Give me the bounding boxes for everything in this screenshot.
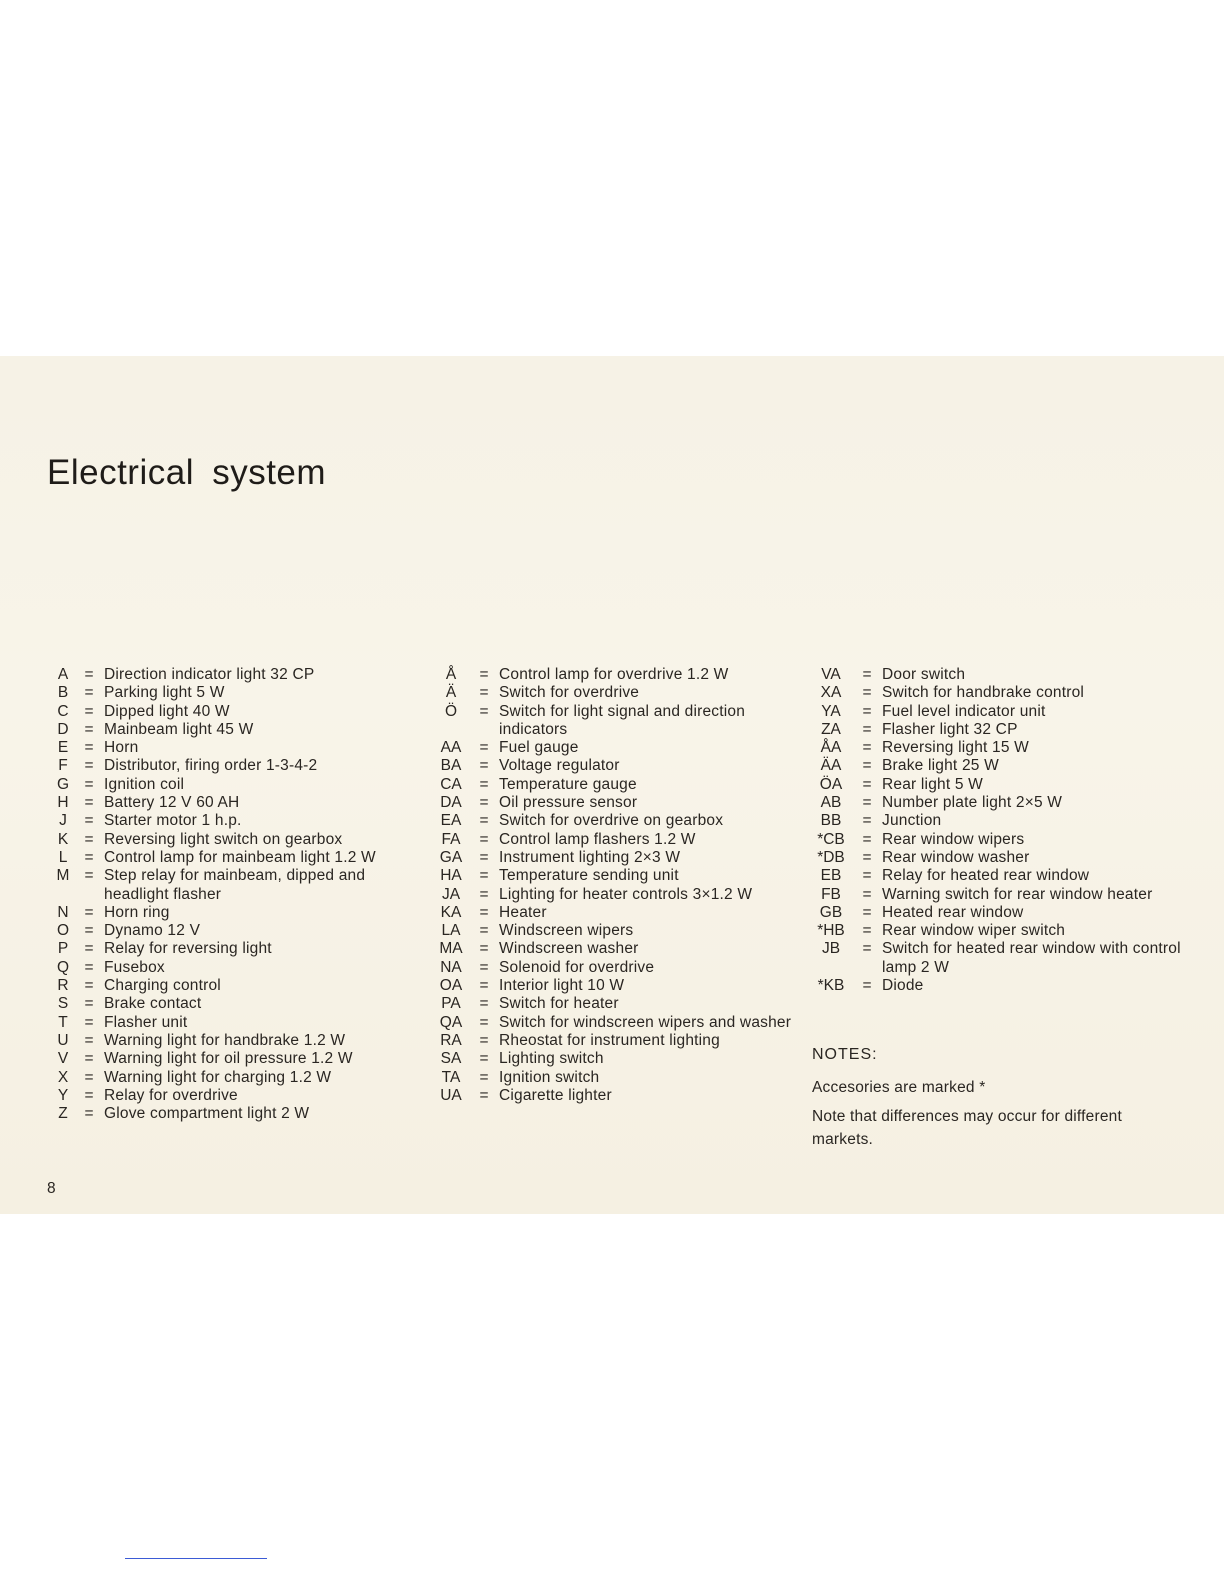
legend-description: Fuel level indicator unit [882, 702, 1046, 720]
legend-description: Charging control [104, 977, 221, 995]
legend-description: Windscreen washer [499, 940, 639, 958]
legend-description: Instrument lighting 2×3 W [499, 848, 681, 866]
equals-sign: = [862, 666, 872, 683]
legend-description: Warning light for handbrake 1.2 W [104, 1031, 346, 1049]
legend-entry [810, 849, 1182, 867]
equals-sign: = [479, 794, 489, 812]
legend-description: Flasher light 32 CP [882, 720, 1018, 738]
legend-code: *CB [817, 830, 845, 848]
legend-description: Relay for heated rear window [882, 867, 1090, 885]
legend-entry [810, 757, 1182, 775]
legend-description: Diode [882, 977, 924, 995]
legend-entry [810, 739, 1182, 757]
legend-entry [433, 849, 803, 867]
legend-entry [433, 1069, 803, 1087]
legend-code: UA [440, 1086, 462, 1104]
legend-code: O [56, 922, 70, 940]
legend-description: Heated rear window [882, 903, 1024, 921]
equals-sign: = [479, 1068, 489, 1086]
legend-description: Battery 12 V 60 AH [104, 794, 240, 812]
legend-entry [52, 904, 412, 922]
legend-description: Brake contact [104, 995, 202, 1013]
legend-entry [433, 940, 803, 958]
legend-code: Ä [445, 684, 457, 702]
equals-sign: = [862, 885, 872, 903]
legend-entry [433, 1014, 803, 1032]
equals-sign: = [479, 958, 489, 976]
equals-sign: = [862, 720, 872, 738]
equals-sign: = [862, 940, 872, 958]
legend-code: J [59, 812, 67, 830]
legend-description: Control lamp flashers 1.2 W [499, 830, 696, 848]
legend-entry [433, 1087, 803, 1105]
equals-sign: = [84, 977, 94, 995]
legend-code: TA [441, 1068, 461, 1086]
legend-description: Switch for handbrake control [882, 684, 1085, 702]
legend-column-1 [52, 666, 412, 1123]
equals-sign: = [862, 867, 872, 885]
equals-sign: = [479, 848, 489, 866]
equals-sign: = [479, 995, 489, 1013]
legend-description: Warning light for oil pressure 1.2 W [104, 1050, 353, 1068]
equals-sign: = [862, 794, 872, 812]
legend-description: Switch for light signal and direction indicators [499, 702, 746, 738]
legend-entry [810, 812, 1182, 830]
legend-code: *DB [817, 848, 845, 866]
legend-code: OA [439, 977, 463, 995]
legend-description: Heater [499, 903, 547, 921]
equals-sign: = [862, 684, 872, 702]
legend-description: Temperature sending unit [499, 867, 679, 885]
legend-code: DA [440, 794, 462, 812]
legend-entry [52, 794, 412, 812]
legend-entry [810, 703, 1182, 721]
legend-code: JB [821, 940, 841, 958]
legend-code: NA [440, 958, 462, 976]
legend-description: Solenoid for overdrive [499, 958, 655, 976]
legend-code: BA [440, 757, 462, 775]
legend-code: Å [445, 666, 457, 683]
legend-code: B [57, 684, 69, 702]
legend-entry [52, 666, 412, 684]
legend-entry [52, 703, 412, 721]
legend-code: GB [819, 903, 843, 921]
notes-line: Note that differences may occur for different markets. [812, 1108, 1122, 1148]
legend-code: *HB [817, 922, 845, 940]
legend-entry [52, 1014, 412, 1032]
equals-sign: = [84, 830, 94, 848]
legend-entry [810, 666, 1182, 684]
legend-description: Warning switch for rear window heater [882, 885, 1153, 903]
equals-sign: = [479, 666, 489, 683]
legend-description: Relay for overdrive [104, 1086, 238, 1104]
legend-entry [52, 1032, 412, 1050]
legend-entry [433, 995, 803, 1013]
legend-description: Rheostat for instrument lighting [499, 1031, 720, 1049]
legend-entry [433, 1050, 803, 1068]
legend-description: Lighting switch [499, 1050, 604, 1068]
legend-description: Rear window wipers [882, 830, 1025, 848]
legend-entry [810, 867, 1182, 885]
legend-entry [52, 922, 412, 940]
legend-code: QA [439, 1013, 463, 1031]
legend-entry [52, 1050, 412, 1068]
equals-sign: = [84, 794, 94, 812]
legend-code: PA [441, 995, 461, 1013]
legend-code: S [57, 995, 69, 1013]
legend-code: A [57, 666, 69, 683]
equals-sign: = [479, 1086, 489, 1104]
legend-entry [433, 886, 803, 904]
equals-sign: = [479, 1050, 489, 1068]
legend-code: KA [440, 903, 462, 921]
legend-entry [433, 757, 803, 775]
legend-entry [52, 940, 412, 958]
legend-description: Starter motor 1 h.p. [104, 812, 242, 830]
legend-description: Voltage regulator [499, 757, 620, 775]
legend-description: Warning light for charging 1.2 W [104, 1068, 332, 1086]
legend-entry [52, 867, 412, 904]
page-title: Electrical system [47, 453, 327, 492]
legend-code: AB [820, 794, 842, 812]
legend-entry [52, 995, 412, 1013]
equals-sign: = [84, 812, 94, 830]
equals-sign: = [862, 848, 872, 866]
legend-description: Junction [882, 812, 942, 830]
equals-sign: = [84, 1086, 94, 1104]
legend-column-3 [810, 666, 1182, 995]
equals-sign: = [479, 812, 489, 830]
equals-sign: = [862, 977, 872, 995]
legend-code: YA [821, 702, 841, 720]
legend-entry [52, 849, 412, 867]
legend-code: XA [820, 684, 842, 702]
legend-entry [810, 977, 1182, 995]
equals-sign: = [84, 666, 94, 683]
page-number: 8 [47, 1180, 56, 1197]
legend-code: ÄA [820, 757, 842, 775]
equals-sign: = [862, 812, 872, 830]
legend-code: H [57, 794, 69, 812]
equals-sign: = [862, 739, 872, 757]
legend-code: AA [440, 739, 462, 757]
legend-description: Number plate light 2×5 W [882, 794, 1063, 812]
equals-sign: = [479, 922, 489, 940]
equals-sign: = [479, 830, 489, 848]
legend-entry [433, 776, 803, 794]
legend-entry [433, 959, 803, 977]
legend-code: N [57, 903, 69, 921]
equals-sign: = [479, 757, 489, 775]
legend-entry [433, 904, 803, 922]
legend-code: U [57, 1031, 69, 1049]
equals-sign: = [862, 903, 872, 921]
legend-description: Rear light 5 W [882, 775, 983, 793]
equals-sign: = [84, 940, 94, 958]
equals-sign: = [479, 1031, 489, 1049]
equals-sign: = [84, 757, 94, 775]
legend-entry [52, 684, 412, 702]
legend-entry [810, 776, 1182, 794]
legend-code: BB [820, 812, 842, 830]
equals-sign: = [479, 684, 489, 702]
legend-code: Ö [444, 702, 458, 720]
equals-sign: = [862, 757, 872, 775]
legend-code: FA [441, 830, 461, 848]
legend-code: *KB [817, 977, 845, 995]
legend-entry [52, 1087, 412, 1105]
legend-entry [433, 739, 803, 757]
legend-code: X [57, 1068, 69, 1086]
equals-sign: = [479, 940, 489, 958]
legend-code: Q [56, 958, 70, 976]
legend-code: MA [439, 940, 463, 958]
legend-description: Cigarette lighter [499, 1086, 612, 1104]
legend-code: EA [440, 812, 462, 830]
legend-description: Dynamo 12 V [104, 922, 201, 940]
equals-sign: = [84, 1105, 94, 1123]
equals-sign: = [84, 922, 94, 940]
legend-code: Y [57, 1086, 69, 1104]
legend-description: Distributor, firing order 1-3-4-2 [104, 757, 318, 775]
legend-description: Dipped light 40 W [104, 702, 230, 720]
legend-code: C [57, 702, 69, 720]
manual-page [0, 356, 1224, 1214]
equals-sign: = [84, 903, 94, 921]
equals-sign: = [84, 958, 94, 976]
equals-sign: = [84, 995, 94, 1013]
equals-sign: = [84, 867, 94, 885]
legend-description: Door switch [882, 666, 966, 683]
legend-description: Horn [104, 739, 139, 757]
legend-entry [433, 684, 803, 702]
legend-code: Z [58, 1105, 68, 1123]
legend-entry [810, 684, 1182, 702]
legend-entry [433, 867, 803, 885]
equals-sign: = [479, 903, 489, 921]
legend-code: ZA [821, 720, 841, 738]
legend-code: D [57, 720, 69, 738]
legend-description: Interior light 10 W [499, 977, 625, 995]
legend-description: Windscreen wipers [499, 922, 634, 940]
legend-description: Horn ring [104, 903, 170, 921]
legend-code: R [57, 977, 69, 995]
legend-entry [433, 831, 803, 849]
equals-sign: = [84, 1013, 94, 1031]
legend-description: Switch for overdrive on gearbox [499, 812, 724, 830]
equals-sign: = [479, 1013, 489, 1031]
equals-sign: = [84, 702, 94, 720]
legend-description: Glove compartment light 2 W [104, 1105, 310, 1123]
equals-sign: = [84, 1031, 94, 1049]
legend-entry [52, 739, 412, 757]
legend-code: P [57, 940, 69, 958]
legend-code: CA [440, 775, 462, 793]
legend-description: Control lamp for overdrive 1.2 W [499, 666, 729, 683]
legend-code: HA [440, 867, 462, 885]
equals-sign: = [862, 830, 872, 848]
legend-entry [810, 940, 1182, 977]
legend-description: Fuel gauge [499, 739, 579, 757]
equals-sign: = [84, 739, 94, 757]
notes-heading: NOTES: [812, 1046, 878, 1063]
legend-code: K [57, 830, 69, 848]
legend-description: Fusebox [104, 958, 165, 976]
legend-entry [433, 1032, 803, 1050]
legend-entry [810, 831, 1182, 849]
legend-code: T [58, 1013, 68, 1031]
legend-entry [433, 666, 803, 684]
legend-entry [433, 794, 803, 812]
legend-entry [52, 757, 412, 775]
legend-entry [433, 812, 803, 830]
legend-entry [52, 977, 412, 995]
equals-sign: = [84, 1050, 94, 1068]
legend-code: ÅA [820, 739, 842, 757]
legend-description: Parking light 5 W [104, 684, 225, 702]
legend-description: Lighting for heater controls 3×1.2 W [499, 885, 753, 903]
legend-column-2 [433, 666, 803, 1105]
legend-description: Relay for reversing light [104, 940, 272, 958]
legend-description: Reversing light 15 W [882, 739, 1030, 757]
legend-entry [52, 1069, 412, 1087]
legend-description: Switch for heated rear window with control lamp 2 W [882, 940, 1181, 976]
legend-entry [810, 721, 1182, 739]
legend-code: LA [441, 922, 461, 940]
legend-code: M [56, 867, 70, 885]
notes-line: Accesories are marked * [812, 1079, 986, 1096]
legend-entry [810, 904, 1182, 922]
equals-sign: = [479, 867, 489, 885]
legend-description: Control lamp for mainbeam light 1.2 W [104, 848, 376, 866]
legend-entry [52, 831, 412, 849]
legend-description: Switch for overdrive [499, 684, 640, 702]
legend-entry [52, 812, 412, 830]
legend-code: FB [821, 885, 841, 903]
equals-sign: = [479, 739, 489, 757]
legend-description: Brake light 25 W [882, 757, 999, 775]
legend-code: F [58, 757, 68, 775]
equals-sign: = [479, 702, 489, 720]
legend-description: Flasher unit [104, 1013, 188, 1031]
footer-link-underline[interactable] [125, 1558, 267, 1559]
legend-code: RA [440, 1031, 462, 1049]
legend-description: Step relay for mainbeam, dipped and headlight flasher [104, 867, 366, 903]
legend-description: Temperature gauge [499, 775, 637, 793]
legend-description: Reversing light switch on gearbox [104, 830, 343, 848]
legend-description: Switch for windscreen wipers and washer [499, 1013, 792, 1031]
equals-sign: = [862, 702, 872, 720]
equals-sign: = [479, 885, 489, 903]
legend-code: JA [441, 885, 461, 903]
legend-description: Rear window wiper switch [882, 922, 1066, 940]
equals-sign: = [479, 977, 489, 995]
legend-code: V [57, 1050, 69, 1068]
legend-entry [433, 922, 803, 940]
equals-sign: = [84, 1068, 94, 1086]
legend-description: Mainbeam light 45 W [104, 720, 254, 738]
equals-sign: = [84, 848, 94, 866]
legend-entry [433, 977, 803, 995]
equals-sign: = [84, 684, 94, 702]
equals-sign: = [862, 775, 872, 793]
legend-description: Ignition switch [499, 1068, 600, 1086]
legend-entry [433, 703, 803, 740]
equals-sign: = [84, 720, 94, 738]
legend-code: VA [821, 666, 841, 683]
legend-description: Oil pressure sensor [499, 794, 638, 812]
legend-entry [52, 721, 412, 739]
legend-code: G [56, 775, 70, 793]
legend-entry [52, 1105, 412, 1123]
equals-sign: = [862, 922, 872, 940]
legend-description: Rear window washer [882, 848, 1030, 866]
legend-code: L [58, 848, 68, 866]
legend-description: Ignition coil [104, 775, 185, 793]
equals-sign: = [84, 775, 94, 793]
notes-section [812, 1046, 1184, 1157]
legend-entry [52, 776, 412, 794]
equals-sign: = [479, 775, 489, 793]
legend-code: GA [439, 848, 463, 866]
legend-entry [810, 794, 1182, 812]
legend-entry [810, 886, 1182, 904]
legend-code: E [57, 739, 69, 757]
legend-description: Switch for heater [499, 995, 619, 1013]
legend-entry [52, 959, 412, 977]
legend-code: ÖA [819, 775, 843, 793]
legend-entry [810, 922, 1182, 940]
legend-code: SA [440, 1050, 462, 1068]
legend-description: Direction indicator light 32 CP [104, 666, 315, 683]
legend-code: EB [820, 867, 842, 885]
